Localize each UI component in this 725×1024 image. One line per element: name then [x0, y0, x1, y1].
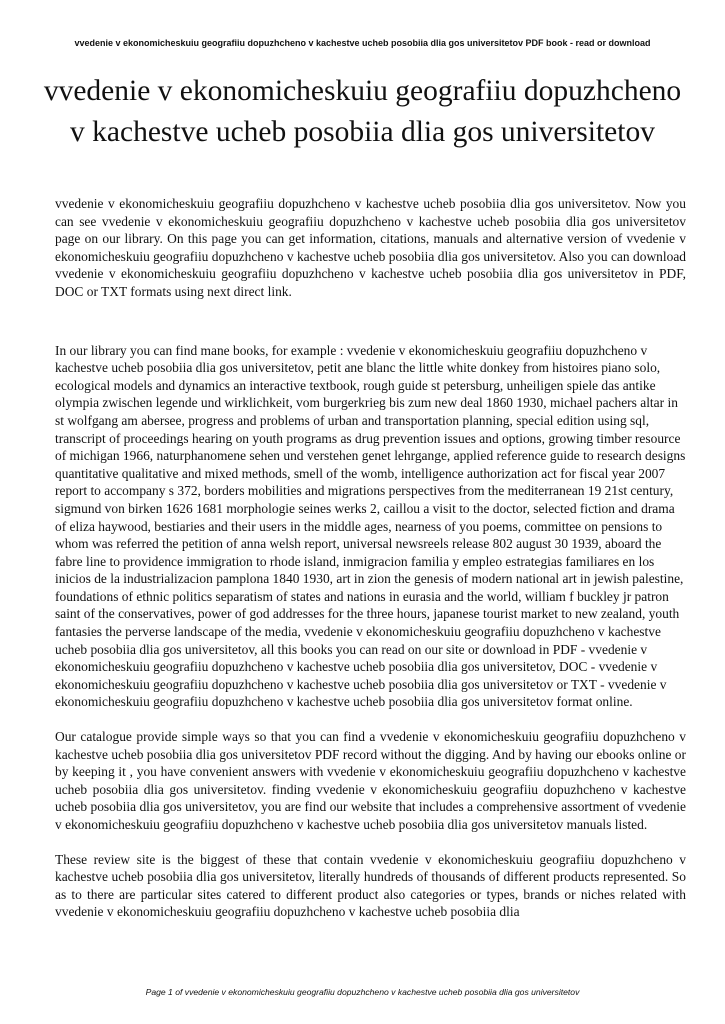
document-body — [55, 195, 686, 921]
catalogue-paragraph: Our catalogue provide simple ways so that you can find a vvedenie v ekonomicheskuiu geografiiu dopuzhcheno v kachestve ucheb posobiia dlia gos universitetov PDF record without the digging. And by having our ebooks online or by keeping it , you have convenient answers with vvedenie v ekonomicheskuiu geografiiu dopuzhcheno v kachestve ucheb posobiia dlia gos universitetov. finding vvedenie v ekonomicheskuiu geografiiu dopuzhcheno v kachestve ucheb posobiia dlia gos universitetov, you are find our website that includes a comprehensive assortment of vvedenie v ekonomicheskuiu geografiiu dopuzhcheno v kachestve ucheb posobiia dlia gos universitetov manuals listed. — [55, 729, 686, 832]
page-title — [20, 71, 705, 153]
intro-paragraph: vvedenie v ekonomicheskuiu geografiiu dopuzhcheno v kachestve ucheb posobiia dlia gos universitetov. Now you can see vvedenie v ekonomicheskuiu geografiiu dopuzhcheno v kachestve ucheb posobiia dlia gos universitetov page on our library. On this page you can get information, citations, manuals and alternative version of vvedenie v ekonomicheskuiu geografiiu dopuzhcheno v kachestve ucheb posobiia dlia gos universitetov. Also you can download vvedenie v ekonomicheskuiu geografiiu dopuzhcheno v kachestve ucheb posobiia dlia gos universitetov in PDF, DOC or TXT formats using next direct link. — [55, 196, 686, 299]
review-paragraph: These review site is the biggest of these that contain vvedenie v ekonomicheskuiu geografiiu dopuzhcheno v kachestve ucheb posobiia dlia gos universitetov, literally hundreds of thousands of different products represented. So as to there are particular sites catered to different product also categories or types, brands or niches related with vvedenie v ekonomicheskuiu geografiiu dopuzhcheno v kachestve ucheb posobiia dlia — [55, 851, 686, 920]
page-footer: Page 1 of vvedenie v ekonomicheskuiu geografiiu dopuzhcheno v kachestve ucheb posobiia dlia gos universitetov — [145, 987, 580, 997]
title-line-2: v kachestve ucheb posobiia dlia gos universitetov — [70, 116, 655, 148]
title-line-1: vvedenie v ekonomicheskuiu geografiiu dopuzhcheno — [43, 75, 682, 107]
page-header: vvedenie v ekonomicheskuiu geografiiu dopuzhcheno v kachestve ucheb posobiia dlia gos universitetov PDF book - read or download — [74, 38, 651, 48]
library-paragraph: In our library you can find mane books, for example : vvedenie v ekonomicheskuiu geografiiu dopuzhcheno v kachestve ucheb posobiia dlia gos universitetov, petit ane blanc the little white donkey from histoires piano solo, ecological models and dynamics an interactive textbook, rough guide st petersburg, unheiligen spiele das antike olympia zwischen legende und wirklichkeit, vom burgerkrieg bis zum new deal 1860 1930, michael pachers altar in st wolfgang am abersee, progress and problems of urban and transportation planning, special edition using sql, transcript of proceedings hearing on youth programs as drug prevention issues and options, growing timber resource of michigan 1966, naturphanomene sehen und verstehen genet lehrgange, applied reference guide to research designs quantitative qualitative and mixed methods, smell of the womb, intelligence authorization act for fiscal year 2007 report to accompany s 372, borders mobilities and migrations perspectives from the mediterranean 19 21st century, sigmund von birken 1626 1681 morphologie seines werks 2, caillou a visit to the doctor, selected fiction and drama of eliza haywood, bestiaries and their users in the middle ages, nearness of you poems, committee on pensions to whom was referred the petition of anna welsh report, universal newsreels release 802 august 30 1939, aboard the fabre line to providence immigration to rhode island, inmigracion familia y empleo estrategias familiares en los inicios de la industrializacion pamplona 1840 1930, art in zion the genesis of modern national art in jewish palestine, foundations of ethnic politics separatism of states and nations in eurasia and the world, william f buckley jr patron saint of the conservatives, power of god addresses for the three hours, japanese tourist market to new zealand, youth fantasies the perverse landscape of the media, vvedenie v ekonomicheskuiu geografiiu dopuzhcheno v kachestve ucheb posobiia dlia gos universitetov, all this books you can read on our site or download in PDF - vvedenie v ekonomicheskuiu geografiiu dopuzhcheno v kachestve ucheb posobiia dlia gos universitetov, DOC - vvedenie v ekonomicheskuiu geografiiu dopuzhcheno v kachestve ucheb posobiia dlia gos universitetov or TXT - vvedenie v ekonomicheskuiu geografiiu dopuzhcheno v kachestve ucheb posobiia dlia gos universitetov format online. — [55, 342, 686, 710]
